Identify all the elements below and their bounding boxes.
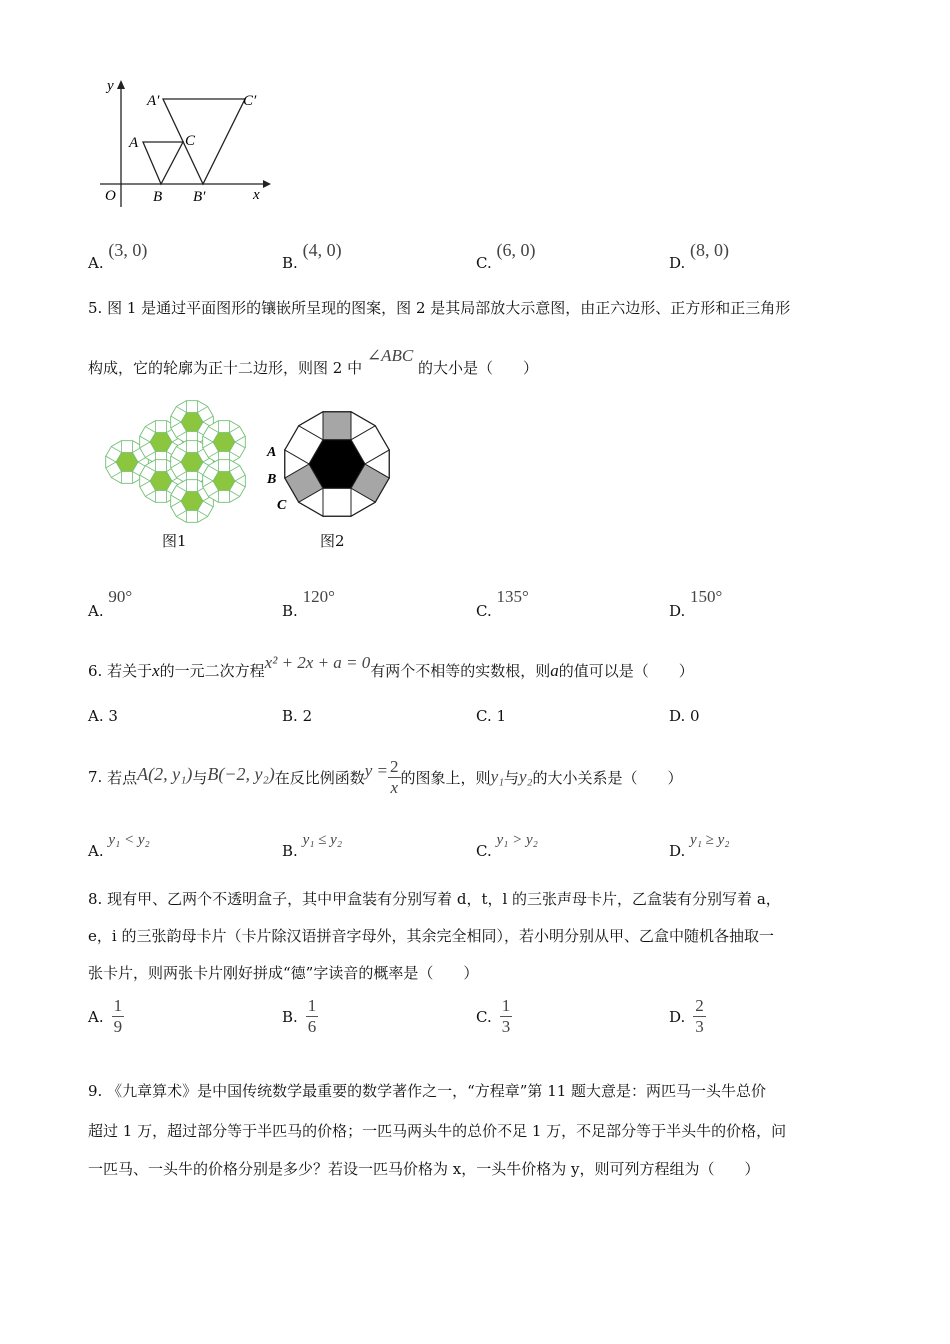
y-axis-arrow bbox=[117, 80, 125, 89]
fraction-denominator: x bbox=[390, 777, 399, 797]
square-tile bbox=[323, 412, 351, 440]
option-fraction bbox=[693, 996, 706, 1037]
q5-option-d[interactable] bbox=[669, 587, 723, 620]
q7-option-d[interactable] bbox=[669, 830, 730, 860]
q7-option-c[interactable] bbox=[476, 830, 538, 860]
square-tile bbox=[323, 488, 351, 516]
option-value: (8, 0) bbox=[690, 240, 730, 260]
label-x: x bbox=[253, 187, 260, 203]
label-C-prime: C′ bbox=[243, 93, 257, 109]
q5-number: 5. bbox=[88, 299, 103, 317]
option-letter: D. bbox=[669, 254, 686, 272]
q8-line3: 张卡片，则两张卡片刚好拼成“德”字读音的概率是（ ） bbox=[88, 964, 479, 982]
q5-text-line2-a: 构成，它的轮廓为正十二边形，则图 2 中 bbox=[88, 359, 363, 377]
option-value: 135° bbox=[496, 587, 529, 606]
option-letter: C. bbox=[476, 1007, 492, 1026]
q8-line2: e，i 的三张韵母卡片（卡片除汉语拼音字母外，其余完全相同），若小明分别从甲、乙盒中随机各抽取一 bbox=[88, 927, 774, 945]
option-value: 120° bbox=[302, 587, 335, 606]
q6-option-b[interactable] bbox=[282, 707, 312, 725]
option-letter: D. bbox=[669, 707, 686, 725]
option-letter: C. bbox=[476, 707, 492, 725]
option-value: y₁ ≥ y₂ bbox=[690, 832, 730, 848]
q6-number: 6. bbox=[88, 662, 103, 680]
option-letter: C. bbox=[476, 602, 492, 620]
option-fraction bbox=[500, 996, 513, 1037]
option-letter: A. bbox=[88, 602, 104, 620]
q7-func-fraction bbox=[388, 757, 401, 798]
fig2-label-C: C bbox=[277, 498, 287, 513]
fraction-numerator: 2 bbox=[695, 996, 704, 1015]
option-letter: A. bbox=[88, 707, 104, 725]
option-value: y₁ > y₂ bbox=[496, 832, 538, 848]
q8-line1: 8. 现有甲、乙两个不透明盒子，其中甲盒装有分别写着 d，t，l 的三张声母卡片，乙盒装有分别写着 a， bbox=[88, 890, 781, 908]
fraction-denominator: 3 bbox=[695, 1017, 704, 1036]
label-B-prime: B′ bbox=[193, 189, 206, 205]
q6-option-a[interactable] bbox=[88, 707, 118, 725]
q7-func-lhs: y = bbox=[364, 761, 389, 780]
option-value: (3, 0) bbox=[108, 240, 148, 260]
q5-figure2-dodecagon bbox=[262, 405, 397, 523]
option-letter: B. bbox=[282, 707, 298, 725]
q6-text-d: 的值可以是（ ） bbox=[558, 662, 694, 680]
q4-option-b[interactable] bbox=[282, 240, 342, 272]
q7-option-a[interactable] bbox=[88, 830, 150, 860]
fig2-label-A: A bbox=[267, 445, 277, 460]
q5-text-line1: 图 1 是通过平面图形的镶嵌所呈现的图案，图 2 是其局部放大示意图，由正六边形、正方形和正三角形 bbox=[107, 299, 791, 317]
q7-point-b: B(−2, y₂) bbox=[207, 763, 275, 784]
q7-y2: y₂ bbox=[519, 767, 533, 786]
option-value: (6, 0) bbox=[496, 240, 536, 260]
option-value: 90° bbox=[108, 587, 133, 606]
q7-text-yu: 与 bbox=[192, 768, 208, 787]
q5-option-b[interactable] bbox=[282, 587, 335, 620]
option-fraction bbox=[306, 996, 319, 1037]
label-C: C bbox=[185, 133, 196, 149]
option-letter: B. bbox=[282, 602, 298, 620]
option-value: 0 bbox=[690, 707, 700, 725]
q6-text-b: 的一元二次方程 bbox=[159, 662, 265, 680]
q5-text-line2-b: 的大小是（ ） bbox=[418, 359, 539, 377]
q7-text-a: 若点 bbox=[107, 768, 138, 787]
option-letter: D. bbox=[669, 1007, 686, 1026]
q7-point-a: A(2, y₁) bbox=[137, 763, 193, 784]
label-A: A bbox=[129, 135, 139, 151]
q9-line2: 超过 1 万，超过部分等于半匹马的价格；一匹马两头牛的总价不足 1 万，不足部分等于半头牛的价格，问 bbox=[88, 1122, 787, 1140]
label-A-prime: A′ bbox=[147, 93, 160, 109]
option-letter: B. bbox=[282, 254, 298, 272]
q8-option-d[interactable] bbox=[669, 996, 706, 1037]
option-value: 1 bbox=[496, 707, 507, 725]
q6-option-c[interactable] bbox=[476, 707, 506, 725]
option-value: 2 bbox=[302, 707, 313, 725]
option-letter: D. bbox=[669, 842, 686, 860]
option-value: 3 bbox=[108, 707, 118, 725]
fraction-denominator: 9 bbox=[113, 1017, 123, 1036]
option-value: (4, 0) bbox=[302, 240, 342, 260]
q6-equation: x² + 2x + a = 0 bbox=[264, 653, 371, 672]
option-letter: A. bbox=[88, 254, 104, 272]
q6-var-x: x bbox=[152, 661, 160, 680]
label-B: B bbox=[153, 189, 163, 205]
q5-line1 bbox=[88, 297, 790, 318]
option-letter: B. bbox=[282, 1007, 298, 1026]
fraction-numerator: 1 bbox=[501, 996, 511, 1015]
option-letter: A. bbox=[88, 842, 104, 860]
option-letter: D. bbox=[669, 602, 686, 620]
q7-text-yu2: 与 bbox=[504, 768, 520, 787]
q4-coordinate-figure bbox=[95, 75, 275, 210]
q5-option-a[interactable] bbox=[88, 587, 133, 620]
q8-option-a[interactable] bbox=[88, 996, 124, 1037]
option-value: y₁ < y₂ bbox=[108, 832, 150, 848]
q7-y1: y₁ bbox=[490, 767, 505, 786]
option-letter: B. bbox=[282, 842, 298, 860]
option-value: 150° bbox=[690, 587, 723, 606]
q6-text-a: 若关于 bbox=[107, 662, 153, 680]
q5-option-c[interactable] bbox=[476, 587, 529, 620]
label-y: y bbox=[107, 78, 114, 94]
q6-text-c: 有两个不相等的实数根，则 bbox=[370, 662, 551, 680]
q8-option-b[interactable] bbox=[282, 996, 318, 1037]
q7-option-b[interactable] bbox=[282, 830, 343, 860]
triangle-ABC bbox=[143, 142, 183, 184]
label-O: O bbox=[105, 188, 116, 204]
fraction-denominator: 3 bbox=[501, 1017, 511, 1036]
fraction-numerator: 1 bbox=[307, 996, 317, 1015]
q6-var-a: a bbox=[550, 661, 559, 680]
q4-option-d[interactable] bbox=[669, 240, 730, 272]
q6-stem bbox=[88, 653, 694, 681]
q9-line3: 一匹马、一头牛的价格分别是多少？若设一匹马价格为 x，一头牛价格为 y，则可列方程组为（ ） bbox=[88, 1160, 760, 1178]
q8-option-c[interactable] bbox=[476, 996, 512, 1037]
q5-figure1-caption: 图1 bbox=[162, 532, 187, 550]
q9-line1: 9. 《九章算术》是中国传统数学最重要的数学著作之一，“方程章”第 11 题大意是：两匹马一头牛总价 bbox=[88, 1082, 767, 1100]
q5-line2 bbox=[88, 346, 539, 378]
q7-number: 7. bbox=[88, 768, 103, 786]
option-letter: A. bbox=[88, 1007, 104, 1026]
fraction-denominator: 6 bbox=[307, 1017, 317, 1036]
fig2-label-B: B bbox=[267, 472, 277, 487]
option-letter: C. bbox=[476, 842, 492, 860]
option-fraction bbox=[112, 996, 125, 1037]
q5-angle-abc: ∠ABC bbox=[366, 346, 414, 365]
option-letter: C. bbox=[476, 254, 492, 272]
option-value: y₁ ≤ y₂ bbox=[302, 832, 343, 848]
q4-option-c[interactable] bbox=[476, 240, 536, 272]
q5-figure1-tessellation bbox=[100, 400, 255, 525]
q6-option-d[interactable] bbox=[669, 707, 700, 725]
q7-text-b: 在反比例函数 bbox=[274, 768, 365, 787]
q4-option-a[interactable] bbox=[88, 240, 148, 272]
q7-stem bbox=[88, 752, 683, 802]
fraction-numerator: 1 bbox=[113, 996, 123, 1015]
fraction-numerator: 2 bbox=[390, 756, 399, 776]
q7-text-d: 的大小关系是（ ） bbox=[532, 768, 683, 787]
q5-figure2-caption: 图2 bbox=[320, 532, 345, 550]
x-axis-arrow bbox=[263, 180, 271, 188]
q7-text-c: 的图象上，则 bbox=[400, 768, 491, 787]
